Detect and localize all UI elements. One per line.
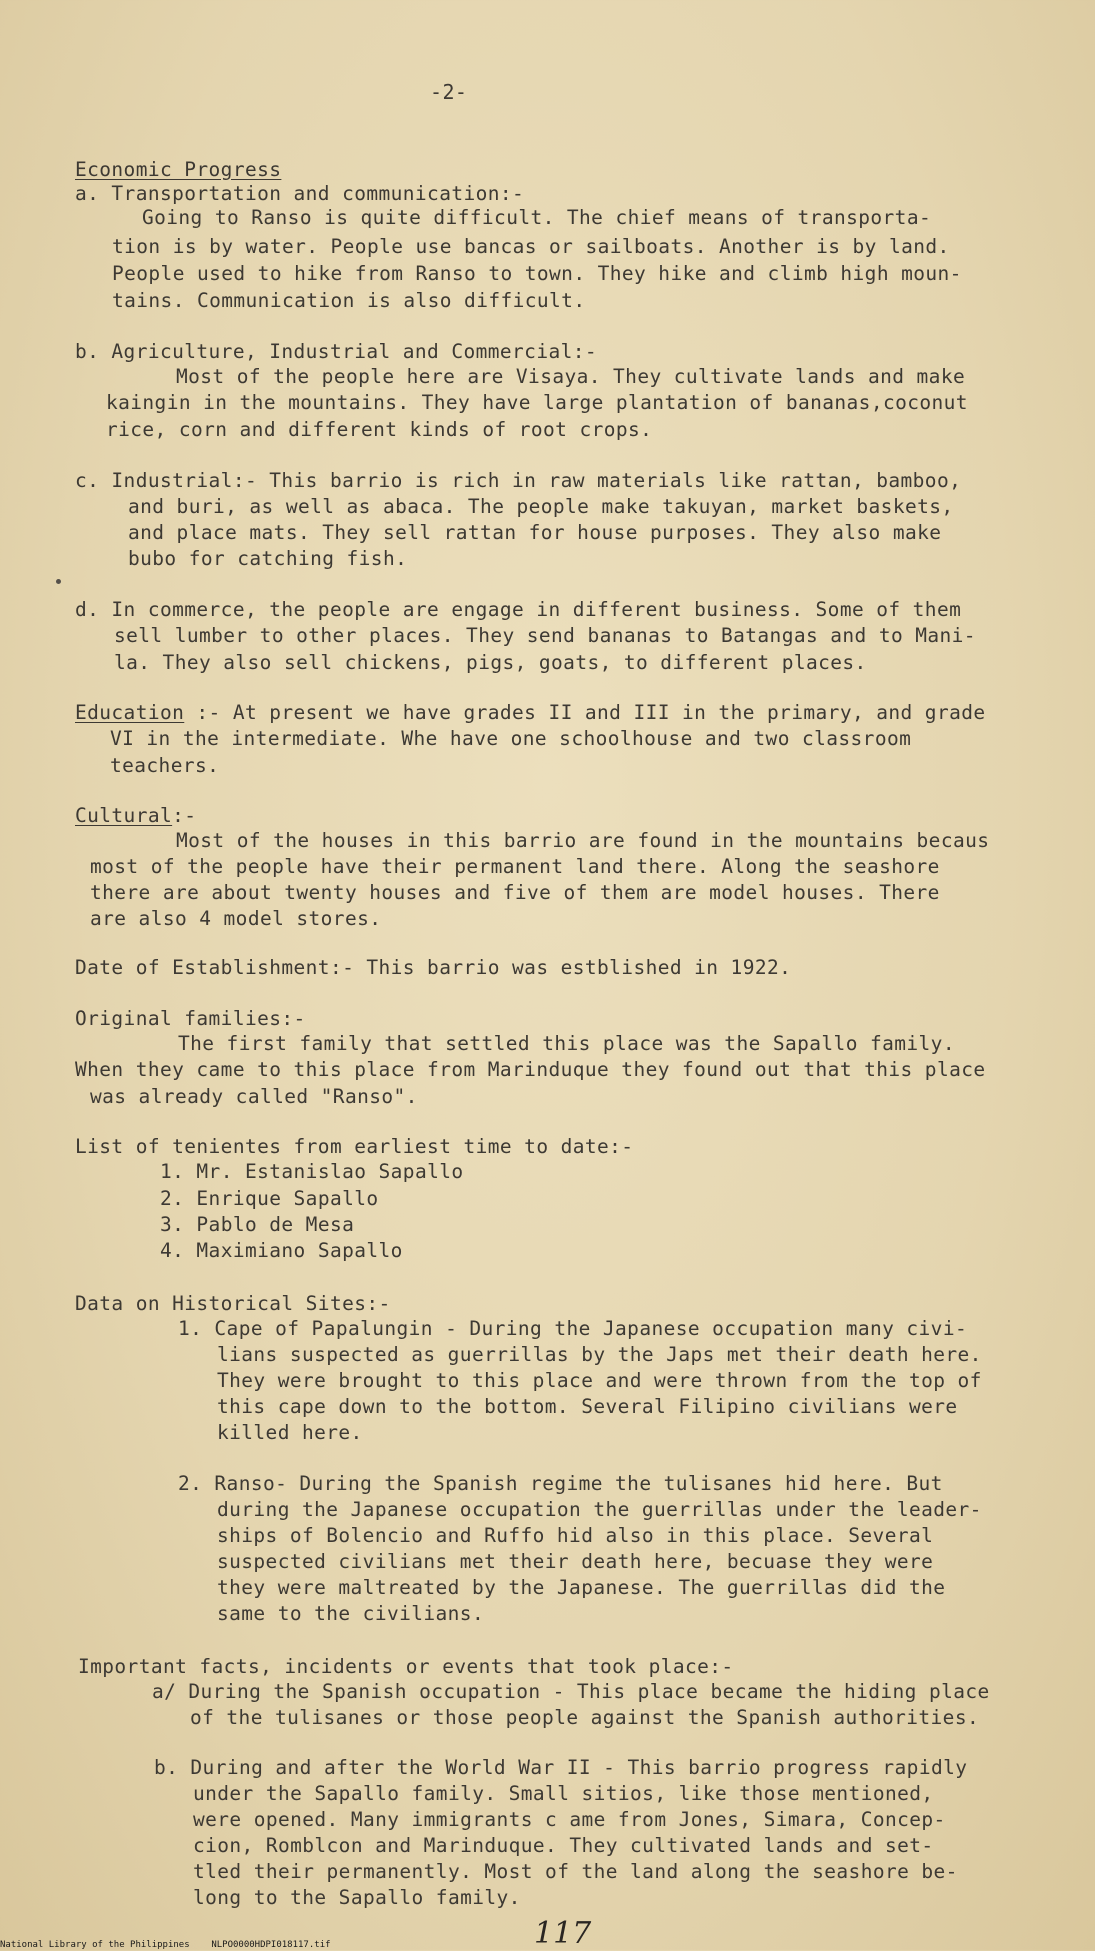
education-line: teachers.: [110, 754, 220, 777]
facts-b-line: tled their permanently. Most of the land along the seashore be-: [193, 1860, 958, 1883]
section-d-line: d. In commerce, the people are engage in different business. Some of them: [75, 598, 962, 621]
families-title: Original families:-: [75, 1007, 306, 1030]
facts-b-line: b. During and after the World War II - This barrio progress rapidly: [154, 1756, 968, 1779]
section-d-line: sell lumber to other places. They send bananas to Batangas and to Mani-: [114, 624, 976, 647]
historical-2-line: ships of Bolencio and Ruffo hid also in this place. Several: [217, 1524, 934, 1547]
cultural-line: are also 4 model stores.: [90, 907, 382, 930]
section-c-line: c. Industrial:- This barrio is rich in raw materials like rattan, bamboo,: [75, 469, 962, 492]
section-a-line: tains. Communication is also difficult.: [112, 289, 586, 312]
education-line: VI in the intermediate. Whe have one schoolhouse and two classroom: [110, 727, 912, 750]
section-c-line: and buri, as well as abaca. The people make takuyan, market baskets,: [128, 495, 954, 518]
historical-2-line: they were maltreated by the Japanese. The guerrillas did the: [217, 1576, 946, 1599]
cultural-colon: :-: [172, 804, 197, 827]
facts-title: Important facts, incidents or events that took place:-: [78, 1655, 734, 1678]
teniente-item: 3. Pablo de Mesa: [160, 1213, 355, 1236]
cultural-line: there are about twenty houses and five of them are model houses. There: [90, 881, 940, 904]
section-a-line: Going to Ranso is quite difficult. The chief means of transporta-: [142, 206, 932, 229]
teniente-item: 2. Enrique Sapallo: [160, 1187, 379, 1210]
section-a-title: a. Transportation and communication:-: [75, 182, 525, 205]
families-line: When they came to this place from Marinduque they found out that this place: [75, 1058, 986, 1081]
education-line: :- At present we have grades II and III in the primary, and grade: [184, 701, 986, 724]
date-of-establishment: Date of Establishment:- This barrio was estblished in 1922.: [75, 956, 792, 979]
section-a-line: tion is by water. People use bancas or sailboats. Another is by land.: [112, 235, 950, 258]
facts-b-line: were opened. Many immigrants c ame from Jones, Simara, Concep-: [193, 1808, 946, 1831]
heading-economic-progress: Economic Progress: [75, 158, 282, 181]
page-number: -2-: [430, 80, 468, 104]
historical-2-line: suspected civilians met their death here, becuase they were: [217, 1550, 934, 1573]
facts-a-line: of the tulisanes or those people against the Spanish authorities.: [190, 1706, 980, 1729]
facts-a-line: a/ During the Spanish occupation - This place became the hiding place: [152, 1680, 990, 1703]
teniente-item: 1. Mr. Estanislao Sapallo: [160, 1160, 464, 1183]
archive-footer: National Library of the Philippines NLPO0000HDPI018117.tif: [0, 1940, 331, 1950]
tenientes-title: List of tenientes from earliest time to date:-: [75, 1135, 634, 1158]
education-label: Education: [75, 701, 185, 724]
historical-1-line: 1. Cape of Papalungin - During the Japanese occupation many civi-: [178, 1317, 968, 1340]
section-b-line: rice, corn and different kinds of root crops.: [106, 418, 653, 441]
facts-b-line: long to the Sapallo family.: [193, 1886, 521, 1909]
historical-1-line: this cape down to the bottom. Several Filipino civilians were: [217, 1395, 958, 1418]
cultural-line: most of the people have their permanent land there. Along the seashore: [90, 855, 940, 878]
section-b-line: Most of the people here are Visaya. They cultivate lands and make: [176, 365, 966, 388]
families-line: was already called "Ranso".: [90, 1085, 418, 1108]
section-b-line: kaingin in the mountains. They have large plantation of bananas,coconut: [106, 391, 968, 414]
cultural-line: Most of the houses in this barrio are found in the mountains becaus: [176, 829, 990, 852]
section-c-line: and place mats. They sell rattan for house purposes. They also make: [128, 521, 942, 544]
handwritten-page-number: 117: [534, 1916, 592, 1951]
historical-title: Data on Historical Sites:-: [75, 1292, 391, 1315]
historical-1-line: They were brought to this place and were thrown from the top of: [217, 1369, 982, 1392]
section-c-line: bubo for catching fish.: [128, 547, 408, 570]
historical-2-line: 2. Ranso- During the Spanish regime the tulisanes hid here. But: [178, 1472, 943, 1495]
section-a-line: People used to hike from Ranso to town. They hike and climb high moun-: [112, 262, 962, 285]
historical-2-line: same to the civilians.: [217, 1602, 485, 1625]
cultural-heading: [75, 804, 196, 828]
historical-1-line: lians suspected as guerrillas by the Japs met their death here.: [217, 1343, 982, 1366]
facts-b-line: under the Sapallo family. Small sitios, like those mentioned,: [193, 1782, 934, 1805]
section-d-line: la. They also sell chickens, pigs, goats, to different places.: [114, 651, 867, 674]
section-b-title: b. Agriculture, Industrial and Commercial:-: [75, 340, 598, 363]
families-line: The first family that settled this place was the Sapallo family.: [178, 1032, 955, 1055]
historical-2-line: during the Japanese occupation the guerrillas under the leader-: [217, 1498, 982, 1521]
facts-b-line: cion, Romblcon and Marinduque. They cultivated lands and set-: [193, 1834, 934, 1857]
education-heading: [75, 701, 986, 725]
cultural-label: Cultural: [75, 804, 173, 827]
teniente-item: 4. Maximiano Sapallo: [160, 1239, 403, 1262]
ink-dot: [56, 579, 61, 584]
historical-1-line: killed here.: [217, 1421, 363, 1444]
